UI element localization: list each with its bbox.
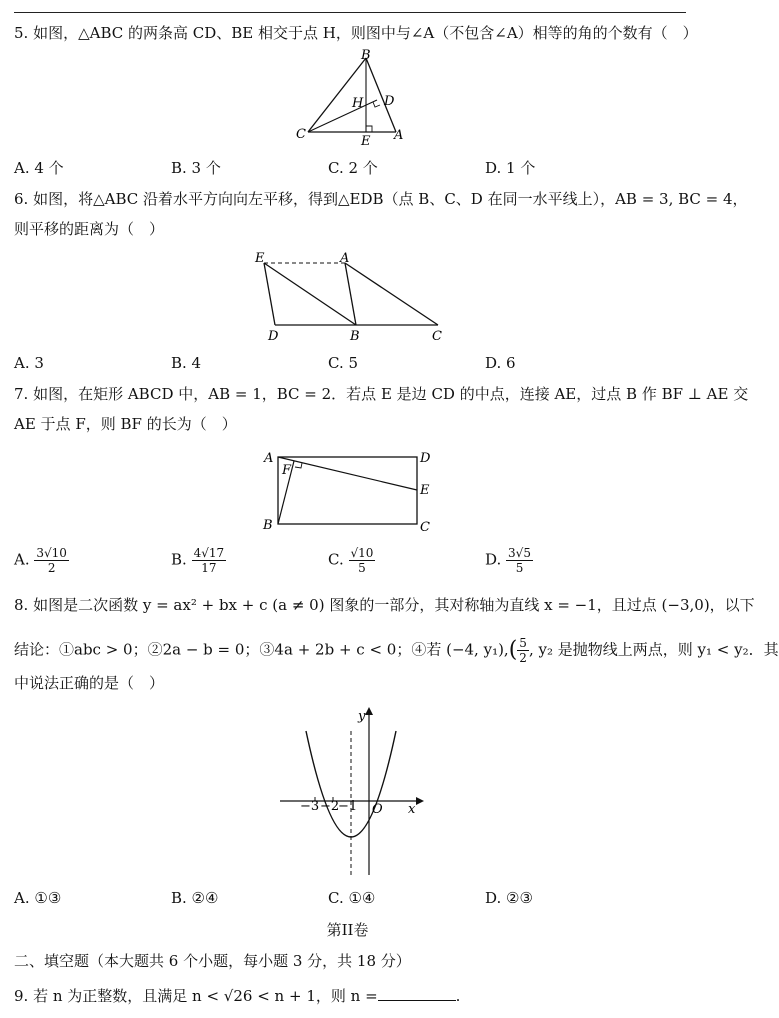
- q8-axis-x-label: x: [408, 802, 416, 817]
- q6-label-e: E: [255, 251, 265, 266]
- q5-option-d[interactable]: D. 1 个: [485, 159, 536, 177]
- q5-label-c: C: [296, 127, 306, 142]
- q7-option-d-letter: D.: [485, 550, 502, 569]
- q7-option-b[interactable]: [171, 546, 226, 575]
- q8-option-b[interactable]: B. ②④: [171, 889, 219, 907]
- q5-label-e: E: [361, 134, 371, 149]
- q7-option-a-fraction: $\frac{3√10}{2}$: [36, 546, 67, 575]
- q7-label-c: C: [420, 520, 430, 535]
- q6-option-a[interactable]: A. 3: [14, 354, 44, 372]
- q6-text-line1: 6. 如图，将△ABC 沿着水平方向向左平移，得到△EDB（点 B、C、D 在同一水平线上），AB = 3, BC = 4，: [14, 190, 748, 208]
- q8-text-line3: 中说法正确的是（ ）: [14, 674, 165, 692]
- q7-label-a: A: [264, 451, 274, 466]
- section-2-heading: 二、填空题（本大题共 6 个小题，每小题 3 分，共 18 分）: [14, 952, 411, 970]
- q8-option-a[interactable]: A. ①③: [14, 889, 62, 907]
- q5-triangle-figure: [290, 50, 410, 150]
- q7-label-b: B: [263, 518, 273, 533]
- q9-answer-blank[interactable]: [378, 986, 456, 1001]
- q6-label-a: A: [340, 251, 350, 266]
- q9-text: 9. 若 n 为正整数，且满足 n < √26 < n + 1，则 n = .: [14, 987, 461, 1005]
- q7-text-line1: 7. 如图，在矩形 ABCD 中，AB = 1，BC = 2．若点 E 是边 CD 的中点，连接 AE，过点 B 作 BF ⊥ AE 交: [14, 385, 749, 403]
- q8-tick-neg1: −1: [338, 799, 358, 814]
- q5-text: 5. 如图，△ABC 的两条高 CD、BE 相交于点 H，则图中与∠A（不包含∠A）相等的角的个数有（ ）: [14, 24, 698, 42]
- q5-label-b: B: [361, 48, 371, 63]
- q5-option-a[interactable]: A. 4 个: [14, 159, 64, 177]
- q7-option-d[interactable]: [485, 546, 533, 575]
- q8-axis-y-label: y: [358, 709, 366, 724]
- q8-origin-label: O: [372, 802, 383, 817]
- q5-option-b[interactable]: B. 3 个: [171, 159, 221, 177]
- q6-translation-figure: [250, 246, 450, 346]
- q8-option-c[interactable]: C. ①④: [328, 889, 376, 907]
- q7-option-c[interactable]: [328, 546, 375, 575]
- q7-option-c-fraction: $\frac{√10}{5}$: [350, 546, 374, 575]
- q6-label-b: B: [350, 329, 360, 344]
- q7-text-line2: AE 于点 F，则 BF 的长为（ ）: [14, 415, 237, 433]
- q7-option-b-letter: B.: [171, 550, 187, 569]
- q5-label-d: D: [384, 94, 395, 109]
- q6-text-line2: 则平移的距离为（ ）: [14, 220, 165, 238]
- q7-label-f: F: [282, 463, 292, 478]
- q5-label-a: A: [394, 128, 404, 143]
- q6-option-c[interactable]: C. 5: [328, 354, 359, 372]
- q8-text-line2: 结论：①abc > 0；②2a − b = 0；③4a + 2b + c < 0；④若 (−4, y₁),( $\frac{5}{2}$ , y₂ 是抛物线上两点，则 y₁ < y₂．其: [14, 636, 779, 665]
- q8-tick-neg3: −3: [300, 799, 320, 814]
- q8-option-d[interactable]: D. ②③: [485, 889, 533, 907]
- part-ii-heading: 第II卷: [326, 921, 369, 939]
- q7-rectangle-figure: [258, 445, 438, 540]
- q6-label-c: C: [432, 329, 442, 344]
- q7-label-e: E: [420, 483, 430, 498]
- q6-option-b[interactable]: B. 4: [171, 354, 202, 372]
- q7-option-a[interactable]: [14, 546, 69, 575]
- top-rule: [14, 12, 686, 13]
- q8-text-line1: 8. 如图是二次函数 y = ax² + bx + c (a ≠ 0) 图象的一部分，其对称轴为直线 x = −1，且过点 (−3,0)，以下: [14, 596, 755, 614]
- q8-parabola-figure: [276, 703, 426, 881]
- q7-option-a-letter: A.: [14, 550, 30, 569]
- q8-tick-neg2: −2: [320, 799, 340, 814]
- q7-option-c-letter: C.: [328, 550, 344, 569]
- q6-option-d[interactable]: D. 6: [485, 354, 516, 372]
- q5-label-h: H: [352, 96, 364, 111]
- q5-option-c[interactable]: C. 2 个: [328, 159, 378, 177]
- q7-option-d-fraction: $\frac{3√5}{5}$: [508, 546, 531, 575]
- q7-label-d: D: [420, 451, 431, 466]
- q7-option-b-fraction: $\frac{4√17}{17}$: [193, 546, 225, 575]
- q6-label-d: D: [268, 329, 279, 344]
